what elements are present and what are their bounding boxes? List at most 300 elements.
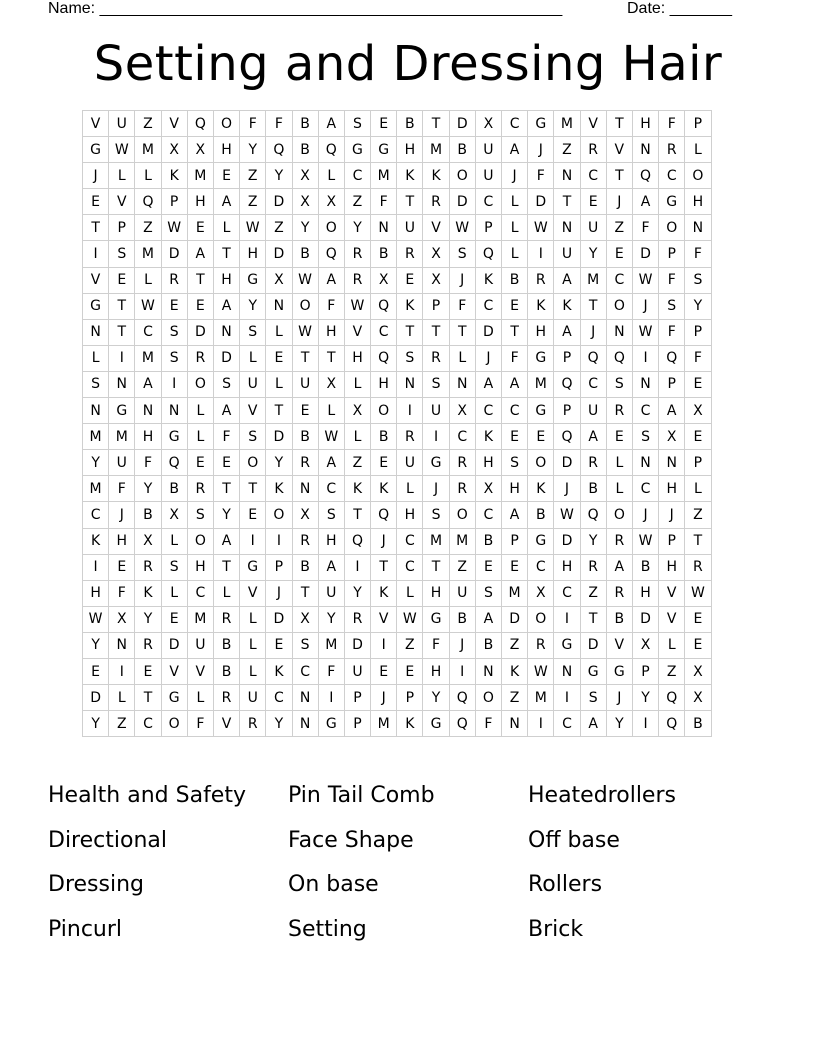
grid-cell[interactable]: G bbox=[423, 606, 449, 632]
grid-cell[interactable]: H bbox=[475, 450, 501, 476]
grid-cell[interactable]: T bbox=[397, 319, 423, 345]
grid-cell[interactable]: C bbox=[397, 554, 423, 580]
grid-cell[interactable]: G bbox=[109, 398, 135, 424]
grid-cell[interactable]: G bbox=[344, 137, 370, 163]
grid-cell[interactable]: W bbox=[161, 215, 187, 241]
grid-cell[interactable]: H bbox=[423, 658, 449, 684]
grid-cell[interactable]: Q bbox=[187, 111, 213, 137]
grid-cell[interactable]: X bbox=[659, 424, 685, 450]
grid-cell[interactable]: L bbox=[449, 345, 475, 371]
grid-cell[interactable]: W bbox=[632, 319, 658, 345]
grid-cell[interactable]: L bbox=[187, 685, 213, 711]
grid-cell[interactable]: Y bbox=[83, 450, 109, 476]
grid-cell[interactable]: D bbox=[554, 528, 580, 554]
grid-cell[interactable]: W bbox=[632, 267, 658, 293]
grid-cell[interactable]: H bbox=[632, 580, 658, 606]
grid-cell[interactable]: O bbox=[475, 685, 501, 711]
grid-cell[interactable]: T bbox=[423, 554, 449, 580]
grid-cell[interactable]: P bbox=[344, 711, 370, 737]
grid-cell[interactable]: B bbox=[292, 424, 318, 450]
grid-cell[interactable]: R bbox=[135, 632, 161, 658]
grid-cell[interactable]: D bbox=[266, 606, 292, 632]
grid-cell[interactable]: S bbox=[109, 241, 135, 267]
grid-cell[interactable]: X bbox=[161, 502, 187, 528]
grid-cell[interactable]: H bbox=[135, 424, 161, 450]
grid-cell[interactable]: R bbox=[580, 450, 606, 476]
grid-cell[interactable]: W bbox=[83, 606, 109, 632]
grid-cell[interactable]: Y bbox=[135, 476, 161, 502]
grid-cell[interactable]: L bbox=[397, 580, 423, 606]
grid-cell[interactable]: I bbox=[109, 345, 135, 371]
grid-cell[interactable]: D bbox=[213, 345, 239, 371]
grid-cell[interactable]: T bbox=[109, 293, 135, 319]
grid-cell[interactable]: V bbox=[109, 189, 135, 215]
grid-cell[interactable]: J bbox=[606, 685, 632, 711]
grid-cell[interactable]: B bbox=[449, 606, 475, 632]
grid-cell[interactable]: Y bbox=[83, 632, 109, 658]
grid-cell[interactable]: L bbox=[213, 580, 239, 606]
grid-cell[interactable]: C bbox=[580, 163, 606, 189]
grid-cell[interactable]: A bbox=[475, 371, 501, 397]
grid-cell[interactable]: W bbox=[318, 424, 344, 450]
grid-cell[interactable]: X bbox=[318, 371, 344, 397]
grid-cell[interactable]: N bbox=[449, 371, 475, 397]
grid-cell[interactable]: N bbox=[554, 658, 580, 684]
grid-cell[interactable]: T bbox=[580, 606, 606, 632]
grid-cell[interactable]: Z bbox=[109, 711, 135, 737]
grid-cell[interactable]: P bbox=[266, 554, 292, 580]
name-field-label[interactable]: Name: ____________________________________________________ bbox=[48, 0, 563, 17]
grid-cell[interactable]: V bbox=[606, 632, 632, 658]
grid-cell[interactable]: C bbox=[449, 424, 475, 450]
grid-cell[interactable]: I bbox=[83, 241, 109, 267]
grid-cell[interactable]: U bbox=[240, 371, 266, 397]
grid-cell[interactable]: Q bbox=[371, 293, 397, 319]
grid-cell[interactable]: B bbox=[449, 137, 475, 163]
grid-cell[interactable]: R bbox=[344, 241, 370, 267]
grid-cell[interactable]: R bbox=[397, 241, 423, 267]
grid-cell[interactable]: L bbox=[502, 189, 528, 215]
grid-cell[interactable]: K bbox=[344, 476, 370, 502]
grid-cell[interactable]: P bbox=[659, 528, 685, 554]
grid-cell[interactable]: Q bbox=[580, 345, 606, 371]
grid-cell[interactable]: R bbox=[606, 528, 632, 554]
grid-cell[interactable]: U bbox=[580, 215, 606, 241]
grid-cell[interactable]: F bbox=[659, 319, 685, 345]
grid-cell[interactable]: Q bbox=[659, 345, 685, 371]
grid-cell[interactable]: U bbox=[240, 685, 266, 711]
grid-cell[interactable]: V bbox=[83, 267, 109, 293]
grid-cell[interactable]: R bbox=[135, 554, 161, 580]
grid-cell[interactable]: M bbox=[528, 685, 554, 711]
grid-cell[interactable]: E bbox=[475, 554, 501, 580]
grid-cell[interactable]: H bbox=[659, 554, 685, 580]
grid-cell[interactable]: A bbox=[318, 267, 344, 293]
grid-cell[interactable]: N bbox=[292, 711, 318, 737]
grid-cell[interactable]: F bbox=[318, 658, 344, 684]
grid-cell[interactable]: X bbox=[266, 267, 292, 293]
grid-cell[interactable]: I bbox=[632, 345, 658, 371]
grid-cell[interactable]: Q bbox=[135, 189, 161, 215]
grid-cell[interactable]: N bbox=[292, 685, 318, 711]
grid-cell[interactable]: D bbox=[187, 319, 213, 345]
grid-cell[interactable]: D bbox=[475, 319, 501, 345]
grid-cell[interactable]: N bbox=[292, 476, 318, 502]
grid-cell[interactable]: Y bbox=[240, 293, 266, 319]
grid-cell[interactable]: C bbox=[397, 528, 423, 554]
grid-cell[interactable]: Q bbox=[475, 241, 501, 267]
grid-cell[interactable]: I bbox=[371, 632, 397, 658]
grid-cell[interactable]: W bbox=[449, 215, 475, 241]
grid-cell[interactable]: U bbox=[344, 658, 370, 684]
grid-cell[interactable]: U bbox=[318, 580, 344, 606]
grid-cell[interactable]: H bbox=[528, 319, 554, 345]
grid-cell[interactable]: V bbox=[344, 319, 370, 345]
grid-cell[interactable]: H bbox=[213, 137, 239, 163]
grid-cell[interactable]: C bbox=[344, 163, 370, 189]
grid-cell[interactable]: I bbox=[632, 711, 658, 737]
grid-cell[interactable]: W bbox=[554, 502, 580, 528]
grid-cell[interactable]: S bbox=[161, 319, 187, 345]
grid-cell[interactable]: Q bbox=[554, 424, 580, 450]
grid-cell[interactable]: L bbox=[685, 476, 711, 502]
grid-cell[interactable]: C bbox=[135, 711, 161, 737]
grid-cell[interactable]: S bbox=[240, 424, 266, 450]
grid-cell[interactable]: E bbox=[606, 424, 632, 450]
grid-cell[interactable]: Y bbox=[632, 685, 658, 711]
grid-cell[interactable]: M bbox=[580, 267, 606, 293]
grid-cell[interactable]: O bbox=[266, 502, 292, 528]
grid-cell[interactable]: R bbox=[606, 580, 632, 606]
grid-cell[interactable]: H bbox=[109, 528, 135, 554]
grid-cell[interactable]: Q bbox=[659, 711, 685, 737]
grid-cell[interactable]: X bbox=[344, 398, 370, 424]
grid-cell[interactable]: H bbox=[318, 319, 344, 345]
grid-cell[interactable]: B bbox=[502, 267, 528, 293]
grid-cell[interactable]: Z bbox=[502, 632, 528, 658]
grid-cell[interactable]: C bbox=[187, 580, 213, 606]
grid-cell[interactable]: L bbox=[318, 163, 344, 189]
grid-cell[interactable]: Q bbox=[371, 502, 397, 528]
grid-cell[interactable]: K bbox=[397, 711, 423, 737]
grid-cell[interactable]: V bbox=[240, 580, 266, 606]
grid-cell[interactable]: Z bbox=[344, 450, 370, 476]
grid-cell[interactable]: P bbox=[685, 319, 711, 345]
grid-cell[interactable]: K bbox=[554, 293, 580, 319]
grid-cell[interactable]: C bbox=[266, 685, 292, 711]
grid-cell[interactable]: U bbox=[109, 450, 135, 476]
grid-cell[interactable]: K bbox=[135, 580, 161, 606]
grid-cell[interactable]: A bbox=[318, 554, 344, 580]
grid-cell[interactable]: I bbox=[423, 424, 449, 450]
grid-cell[interactable]: R bbox=[292, 528, 318, 554]
grid-cell[interactable]: P bbox=[397, 685, 423, 711]
grid-cell[interactable]: R bbox=[580, 137, 606, 163]
grid-cell[interactable]: O bbox=[449, 502, 475, 528]
grid-cell[interactable]: D bbox=[632, 606, 658, 632]
grid-cell[interactable]: V bbox=[187, 658, 213, 684]
grid-cell[interactable]: U bbox=[423, 398, 449, 424]
grid-cell[interactable]: I bbox=[344, 554, 370, 580]
grid-cell[interactable]: J bbox=[502, 163, 528, 189]
grid-cell[interactable]: L bbox=[240, 606, 266, 632]
grid-cell[interactable]: Z bbox=[240, 189, 266, 215]
grid-cell[interactable]: Q bbox=[659, 685, 685, 711]
grid-cell[interactable]: Y bbox=[292, 215, 318, 241]
grid-cell[interactable]: S bbox=[685, 267, 711, 293]
grid-cell[interactable]: E bbox=[685, 606, 711, 632]
grid-cell[interactable]: F bbox=[685, 345, 711, 371]
grid-cell[interactable]: O bbox=[213, 111, 239, 137]
grid-cell[interactable]: J bbox=[632, 502, 658, 528]
grid-cell[interactable]: W bbox=[685, 580, 711, 606]
grid-cell[interactable]: M bbox=[187, 606, 213, 632]
grid-cell[interactable]: X bbox=[528, 580, 554, 606]
grid-cell[interactable]: I bbox=[161, 371, 187, 397]
grid-cell[interactable]: D bbox=[344, 632, 370, 658]
grid-cell[interactable]: S bbox=[449, 241, 475, 267]
grid-cell[interactable]: J bbox=[475, 345, 501, 371]
grid-cell[interactable]: Q bbox=[371, 345, 397, 371]
grid-cell[interactable]: U bbox=[475, 163, 501, 189]
grid-cell[interactable]: X bbox=[109, 606, 135, 632]
grid-cell[interactable]: Q bbox=[161, 450, 187, 476]
grid-cell[interactable]: F bbox=[135, 450, 161, 476]
grid-cell[interactable]: I bbox=[449, 658, 475, 684]
grid-cell[interactable]: U bbox=[554, 241, 580, 267]
grid-cell[interactable]: R bbox=[344, 606, 370, 632]
grid-cell[interactable]: B bbox=[292, 137, 318, 163]
grid-cell[interactable]: J bbox=[449, 267, 475, 293]
grid-cell[interactable]: X bbox=[685, 685, 711, 711]
grid-cell[interactable]: N bbox=[397, 371, 423, 397]
grid-cell[interactable]: R bbox=[685, 554, 711, 580]
grid-cell[interactable]: M bbox=[318, 632, 344, 658]
grid-cell[interactable]: W bbox=[292, 267, 318, 293]
grid-cell[interactable]: Z bbox=[266, 215, 292, 241]
grid-cell[interactable]: O bbox=[187, 528, 213, 554]
grid-cell[interactable]: E bbox=[292, 398, 318, 424]
grid-cell[interactable]: T bbox=[213, 476, 239, 502]
grid-cell[interactable]: M bbox=[528, 371, 554, 397]
grid-cell[interactable]: Q bbox=[554, 371, 580, 397]
grid-cell[interactable]: Q bbox=[266, 137, 292, 163]
grid-cell[interactable]: Y bbox=[318, 606, 344, 632]
grid-cell[interactable]: E bbox=[240, 502, 266, 528]
grid-cell[interactable]: S bbox=[213, 371, 239, 397]
grid-cell[interactable]: X bbox=[423, 241, 449, 267]
grid-cell[interactable]: J bbox=[606, 189, 632, 215]
grid-cell[interactable]: H bbox=[659, 476, 685, 502]
grid-cell[interactable]: K bbox=[266, 476, 292, 502]
grid-cell[interactable]: L bbox=[659, 632, 685, 658]
grid-cell[interactable]: I bbox=[83, 554, 109, 580]
grid-cell[interactable]: R bbox=[187, 476, 213, 502]
grid-cell[interactable]: A bbox=[659, 398, 685, 424]
grid-cell[interactable]: S bbox=[344, 111, 370, 137]
grid-cell[interactable]: N bbox=[475, 658, 501, 684]
grid-cell[interactable]: G bbox=[83, 137, 109, 163]
grid-cell[interactable]: U bbox=[449, 580, 475, 606]
grid-cell[interactable]: R bbox=[397, 424, 423, 450]
grid-cell[interactable]: C bbox=[292, 658, 318, 684]
grid-cell[interactable]: G bbox=[528, 398, 554, 424]
grid-cell[interactable]: Q bbox=[449, 711, 475, 737]
grid-cell[interactable]: R bbox=[187, 345, 213, 371]
grid-cell[interactable]: P bbox=[659, 241, 685, 267]
grid-cell[interactable]: I bbox=[109, 658, 135, 684]
grid-cell[interactable]: J bbox=[109, 502, 135, 528]
grid-cell[interactable]: L bbox=[606, 450, 632, 476]
grid-cell[interactable]: L bbox=[502, 241, 528, 267]
grid-cell[interactable]: X bbox=[371, 267, 397, 293]
grid-cell[interactable]: M bbox=[371, 163, 397, 189]
grid-cell[interactable]: X bbox=[135, 528, 161, 554]
grid-cell[interactable]: M bbox=[449, 528, 475, 554]
grid-cell[interactable]: G bbox=[318, 711, 344, 737]
grid-cell[interactable]: Z bbox=[135, 215, 161, 241]
grid-cell[interactable]: W bbox=[528, 215, 554, 241]
grid-cell[interactable]: B bbox=[213, 658, 239, 684]
grid-cell[interactable]: R bbox=[528, 632, 554, 658]
grid-cell[interactable]: B bbox=[213, 632, 239, 658]
grid-cell[interactable]: W bbox=[240, 215, 266, 241]
grid-cell[interactable]: G bbox=[423, 450, 449, 476]
grid-cell[interactable]: C bbox=[475, 293, 501, 319]
grid-cell[interactable]: T bbox=[187, 267, 213, 293]
grid-cell[interactable]: H bbox=[318, 528, 344, 554]
grid-cell[interactable]: J bbox=[371, 528, 397, 554]
grid-cell[interactable]: R bbox=[240, 711, 266, 737]
grid-cell[interactable]: S bbox=[292, 632, 318, 658]
grid-cell[interactable]: E bbox=[83, 658, 109, 684]
grid-cell[interactable]: T bbox=[240, 476, 266, 502]
grid-cell[interactable]: Y bbox=[344, 215, 370, 241]
grid-cell[interactable]: L bbox=[161, 528, 187, 554]
grid-cell[interactable]: C bbox=[318, 476, 344, 502]
grid-cell[interactable]: E bbox=[135, 658, 161, 684]
grid-cell[interactable]: Y bbox=[580, 241, 606, 267]
grid-cell[interactable]: X bbox=[292, 606, 318, 632]
grid-cell[interactable]: D bbox=[449, 111, 475, 137]
grid-cell[interactable]: H bbox=[371, 371, 397, 397]
grid-cell[interactable]: S bbox=[240, 319, 266, 345]
grid-cell[interactable]: M bbox=[423, 528, 449, 554]
grid-cell[interactable]: I bbox=[554, 606, 580, 632]
grid-cell[interactable]: M bbox=[135, 137, 161, 163]
grid-cell[interactable]: C bbox=[554, 711, 580, 737]
grid-cell[interactable]: L bbox=[109, 685, 135, 711]
grid-cell[interactable]: V bbox=[659, 606, 685, 632]
grid-cell[interactable]: O bbox=[240, 450, 266, 476]
grid-cell[interactable]: S bbox=[502, 450, 528, 476]
grid-cell[interactable]: X bbox=[475, 111, 501, 137]
grid-cell[interactable]: G bbox=[161, 424, 187, 450]
grid-cell[interactable]: Z bbox=[685, 502, 711, 528]
grid-cell[interactable]: X bbox=[423, 267, 449, 293]
grid-cell[interactable]: P bbox=[161, 189, 187, 215]
grid-cell[interactable]: O bbox=[606, 502, 632, 528]
grid-cell[interactable]: M bbox=[371, 711, 397, 737]
grid-cell[interactable]: U bbox=[109, 111, 135, 137]
grid-cell[interactable]: C bbox=[580, 371, 606, 397]
grid-cell[interactable]: R bbox=[213, 606, 239, 632]
grid-cell[interactable]: B bbox=[580, 476, 606, 502]
grid-cell[interactable]: E bbox=[187, 215, 213, 241]
grid-cell[interactable]: O bbox=[187, 371, 213, 397]
grid-cell[interactable]: M bbox=[423, 137, 449, 163]
grid-cell[interactable]: P bbox=[423, 293, 449, 319]
grid-cell[interactable]: G bbox=[659, 189, 685, 215]
grid-cell[interactable]: E bbox=[266, 632, 292, 658]
grid-cell[interactable]: F bbox=[502, 345, 528, 371]
grid-cell[interactable]: A bbox=[318, 450, 344, 476]
grid-cell[interactable]: O bbox=[528, 450, 554, 476]
grid-cell[interactable]: T bbox=[554, 189, 580, 215]
grid-cell[interactable]: C bbox=[502, 398, 528, 424]
grid-cell[interactable]: Z bbox=[606, 215, 632, 241]
grid-cell[interactable]: X bbox=[318, 189, 344, 215]
grid-cell[interactable]: A bbox=[580, 424, 606, 450]
grid-cell[interactable]: T bbox=[292, 345, 318, 371]
grid-cell[interactable]: L bbox=[266, 319, 292, 345]
grid-cell[interactable]: N bbox=[135, 398, 161, 424]
grid-cell[interactable]: W bbox=[135, 293, 161, 319]
grid-cell[interactable]: O bbox=[606, 293, 632, 319]
grid-cell[interactable]: S bbox=[632, 424, 658, 450]
grid-cell[interactable]: E bbox=[213, 163, 239, 189]
grid-cell[interactable]: Y bbox=[606, 711, 632, 737]
grid-cell[interactable]: N bbox=[632, 371, 658, 397]
grid-cell[interactable]: H bbox=[240, 241, 266, 267]
grid-cell[interactable]: N bbox=[161, 398, 187, 424]
grid-cell[interactable]: O bbox=[318, 215, 344, 241]
grid-cell[interactable]: Q bbox=[632, 163, 658, 189]
grid-cell[interactable]: B bbox=[397, 111, 423, 137]
grid-cell[interactable]: H bbox=[632, 111, 658, 137]
grid-cell[interactable]: C bbox=[83, 502, 109, 528]
grid-cell[interactable]: I bbox=[397, 398, 423, 424]
grid-cell[interactable]: S bbox=[397, 345, 423, 371]
grid-cell[interactable]: C bbox=[475, 189, 501, 215]
grid-cell[interactable]: K bbox=[423, 163, 449, 189]
grid-cell[interactable]: U bbox=[475, 137, 501, 163]
grid-cell[interactable]: F bbox=[659, 111, 685, 137]
grid-cell[interactable]: K bbox=[397, 163, 423, 189]
grid-cell[interactable]: X bbox=[632, 632, 658, 658]
grid-cell[interactable]: S bbox=[659, 293, 685, 319]
grid-cell[interactable]: W bbox=[344, 293, 370, 319]
grid-cell[interactable]: E bbox=[371, 111, 397, 137]
grid-cell[interactable]: U bbox=[580, 398, 606, 424]
grid-cell[interactable]: O bbox=[449, 163, 475, 189]
grid-cell[interactable]: N bbox=[632, 137, 658, 163]
grid-cell[interactable]: C bbox=[659, 163, 685, 189]
grid-cell[interactable]: A bbox=[502, 137, 528, 163]
grid-cell[interactable]: R bbox=[606, 398, 632, 424]
grid-cell[interactable]: D bbox=[266, 424, 292, 450]
grid-cell[interactable]: G bbox=[240, 267, 266, 293]
grid-cell[interactable]: M bbox=[83, 424, 109, 450]
grid-cell[interactable]: Q bbox=[344, 528, 370, 554]
grid-cell[interactable]: L bbox=[161, 580, 187, 606]
grid-cell[interactable]: B bbox=[135, 502, 161, 528]
grid-cell[interactable]: E bbox=[397, 658, 423, 684]
grid-cell[interactable]: B bbox=[475, 528, 501, 554]
grid-cell[interactable]: B bbox=[161, 476, 187, 502]
grid-cell[interactable]: L bbox=[135, 267, 161, 293]
grid-cell[interactable]: Z bbox=[344, 189, 370, 215]
